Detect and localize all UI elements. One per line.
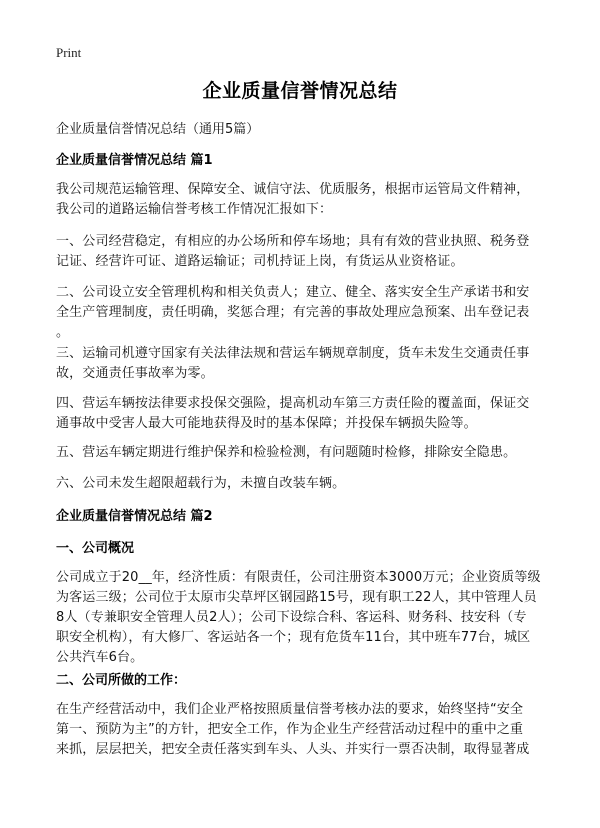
paragraph-line: 在生产经营活动中，我们企业严格按照质量信誉考核办法的要求，始终坚持“安全 bbox=[56, 702, 524, 717]
paragraph-line: 故，交通责任事故率为零。 bbox=[56, 366, 214, 381]
paragraph-line: 记证、经营许可证、道路运输证；司机持证上岗，有货运从业资格证。 bbox=[56, 254, 464, 269]
paragraph-line: 为客运三级；公司位于太原市尖草坪区钢园路15号，现有职工22人，其中管理人员 bbox=[56, 590, 537, 605]
paragraph-line: 三、运输司机遵守国家有关法律法规和营运车辆规章制度，货车未发生交通责任事 bbox=[56, 346, 530, 361]
part1-paragraph-1 bbox=[56, 180, 550, 220]
paragraph-line: 五、营运车辆定期进行维护保养和检验检测，有问题随时检修，排除安全隐患。 bbox=[56, 445, 517, 460]
paragraph-line: 8人（专兼职安全管理人员2人）；公司下设综合科、客运科、财务科、技安科（专 bbox=[56, 610, 527, 625]
paragraph-line: 职安全机构），有大修厂、客运站各一个；现有危货车11台，其中班车77台，城区 bbox=[56, 630, 531, 645]
part1-paragraph-7 bbox=[56, 474, 550, 494]
paragraph-line: 我公司的道路运输信誉考核工作情况汇报如下： bbox=[56, 202, 333, 217]
part1-heading: 企业质量信誉情况总结 篇1 bbox=[56, 153, 213, 168]
paragraph-line: 。 bbox=[56, 325, 70, 340]
part1-paragraph-2 bbox=[56, 232, 550, 272]
paragraph-line: 来抓，层层把关，把安全责任落实到车头、人头、并实行一票否决制，取得显著成 bbox=[56, 742, 530, 757]
part1-paragraph-3 bbox=[56, 283, 550, 343]
paragraph-line: 第一、预防为主”的方针，把安全工作，作为企业生产经营活动过程中的重中之重 bbox=[56, 722, 524, 737]
part1-paragraph-4 bbox=[56, 344, 550, 384]
part1-paragraph-6 bbox=[56, 443, 550, 463]
paragraph-line: 四、营运车辆按法律要求投保交强险，提高机动车第三方责任险的覆盖面，保证交 bbox=[56, 396, 530, 411]
part2-section2-heading: 二、公司所做的工作： bbox=[56, 673, 187, 688]
part2-heading: 企业质量信誉情况总结 篇2 bbox=[56, 509, 213, 524]
paragraph-line: 公共汽车6台。 bbox=[56, 650, 144, 665]
part1-paragraph-5 bbox=[56, 394, 550, 434]
document-title: 企业质量信誉情况总结 bbox=[202, 80, 398, 102]
part2-section2-paragraph bbox=[56, 700, 550, 760]
paragraph-line: 六、公司未发生超限超载行为，未擅自改装车辆。 bbox=[56, 476, 346, 491]
paragraph-line: 公司成立于20__年，经济性质：有限责任，公司注册资本3000万元；企业资质等级 bbox=[56, 570, 541, 585]
paragraph-line: 通事故中受害人最大可能地获得及时的基本保障；并投保车辆损失险等。 bbox=[56, 416, 477, 431]
paragraph-line: 一、公司经营稳定，有相应的办公场所和停车场地；具有有效的营业执照、税务登 bbox=[56, 234, 530, 249]
paragraph-line: 我公司规范运输管理、保障安全、诚信守法、优质服务，根据市运管局文件精神， bbox=[56, 182, 530, 197]
part2-section1-heading: 一、公司概况 bbox=[56, 541, 135, 556]
document-subtitle: 企业质量信誉情况总结（通用5篇） bbox=[56, 122, 260, 137]
paragraph-line: 全生产管理制度，责任明确，奖惩合理；有完善的事故处理应急预案、出车登记表 bbox=[56, 305, 530, 320]
part2-section1-paragraph bbox=[56, 568, 550, 668]
print-label[interactable]: Print bbox=[56, 45, 82, 60]
paragraph-line: 二、公司设立安全管理机构和相关负责人；建立、健全、落实安全生产承诺书和安 bbox=[56, 285, 530, 300]
